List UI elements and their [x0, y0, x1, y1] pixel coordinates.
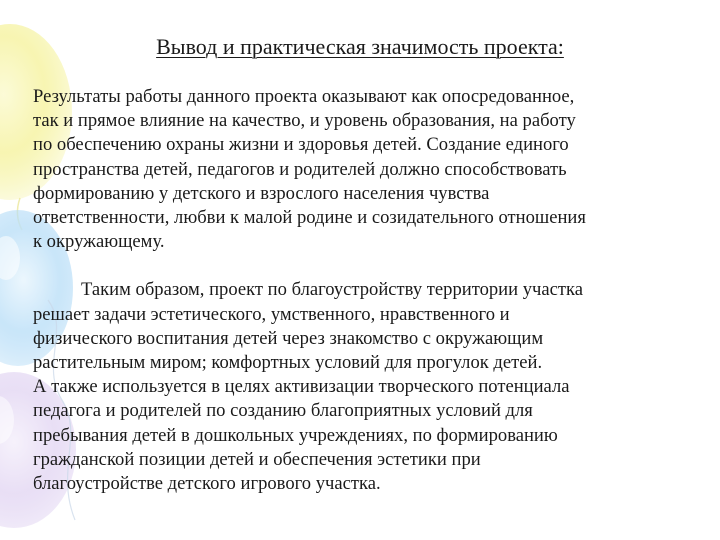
- text-line: Результаты работы данного проекта оказывают как опосредованное,: [33, 86, 575, 107]
- text-line: по обеспечению охраны жизни и здоровья детей. Создание единого: [33, 134, 569, 156]
- text-line: благоустройстве детского игрового участка.: [33, 473, 381, 495]
- body-text: [33, 85, 693, 496]
- text-line: педагога и родителей по созданию благоприятных условий для: [33, 400, 533, 422]
- text-line: пространства детей, педагогов и родителей должно способствовать: [33, 158, 567, 180]
- text-line: гражданской позиции детей и обеспечения эстетики при: [33, 448, 481, 470]
- text-line: так и прямое влияние на качество, и уровень образования, на работу: [33, 110, 576, 132]
- text-line: растительным миром; комфортных условий для прогулок детей.: [33, 352, 543, 374]
- text-line: Таким образом, проект по благоустройству территории участка: [81, 279, 584, 301]
- text-line: физического воспитания детей через знакомство с окружающим: [33, 327, 544, 349]
- text-line: к окружающему.: [33, 231, 165, 253]
- text-line: пребывания детей в дошкольных учреждениях, по формированию: [33, 424, 558, 446]
- paragraph-gap: [33, 254, 693, 278]
- text-line: формированию у детского и взрослого населения чувства: [33, 182, 490, 204]
- text-line: А также используется в целях активизации творческого потенциала: [33, 376, 570, 398]
- text-line: ответственности, любви к малой родине и созидательного отношения: [33, 207, 586, 229]
- paragraph-conclusion: [33, 278, 693, 496]
- text-line: решает задачи эстетического, умственного, нравственного и: [33, 303, 510, 325]
- paragraph-results: [33, 85, 693, 254]
- slide-title: Вывод и практическая значимость проекта:: [156, 34, 564, 59]
